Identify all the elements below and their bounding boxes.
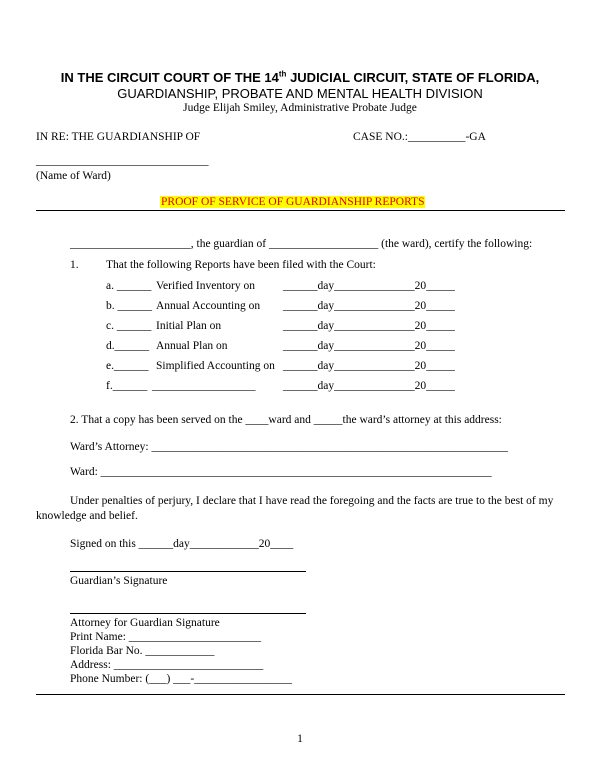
intro-statement: _____________________, the guardian of ___________________ (the ward), certify the following: [70,238,533,250]
report-item-label: Annual Plan on [156,340,228,352]
report-item-label: Annual Accounting on [156,300,261,312]
perjury-statement: Under penalties of perjury, I declare that I have read the foregoing and the facts are true to the best of my [70,495,554,507]
report-item-label: Verified Inventory on [156,280,255,292]
division-heading: GUARDIANSHIP, PROBATE AND MENTAL HEALTH DIVISION [117,86,483,101]
section1-number: 1. [70,259,79,271]
section2-text: 2. That a copy has been served on the ____ward and _____the ward’s attorney at this address: [70,414,502,426]
signed-date-field: Signed on this ______day____________20____ [70,538,294,550]
report-item-label: Initial Plan on [156,320,222,332]
report-item-date: ______day______________20_____ [283,360,455,372]
report-item-label: __________________ [152,380,256,392]
report-item-date: ______day______________20_____ [283,300,455,312]
case-number-field: CASE NO.:__________-GA [353,131,486,143]
report-item-letter: f.______ [106,380,148,392]
in-re-label: IN RE: THE GUARDIANSHIP OF [36,131,201,143]
report-item-date: ______day______________20_____ [283,320,455,332]
address-field: Address: __________________________ [70,659,264,671]
bar-number-field: Florida Bar No. ____________ [70,645,215,657]
title-rule [36,210,565,211]
print-name-field: Print Name: _______________________ [70,631,262,643]
report-item-label: Simplified Accounting on [156,360,275,372]
report-item-date: ______day______________20_____ [283,340,455,352]
report-item-letter: e.______ [106,360,149,372]
footer-rule [36,694,565,695]
report-item-letter: d.______ [106,340,150,352]
attorney-signature-line [70,613,306,614]
phone-field: Phone Number: (___) ___-_________________ [70,673,292,685]
page-number: 1 [297,733,303,745]
ward-attorney-field: Ward’s Attorney: ______________________________________________________________ [70,441,508,453]
report-item-date: ______day______________20_____ [283,380,455,392]
report-item-date: ______day______________20_____ [283,280,455,292]
section1-text: That the following Reports have been filed with the Court: [106,259,376,271]
ward-address-field: Ward: ____________________________________________________________________ [70,466,492,478]
guardian-signature-label: Guardian’s Signature [70,575,168,587]
ward-name-label: (Name of Ward) [36,170,111,182]
judge-heading: Judge Elijah Smiley, Administrative Probate Judge [183,102,417,114]
ward-name-line: ______________________________ [36,155,209,167]
report-item-letter: b. ______ [106,300,152,312]
attorney-signature-label: Attorney for Guardian Signature [70,617,220,629]
report-item-letter: a. ______ [106,280,152,292]
court-heading: IN THE CIRCUIT COURT OF THE 14th JUDICIAL CIRCUIT, STATE OF FLORIDA, [60,69,540,85]
guardian-signature-line [70,571,306,572]
perjury-statement-cont: knowledge and belief. [36,510,138,522]
document-title: PROOF OF SERVICE OF GUARDIANSHIP REPORTS [161,196,425,208]
report-item-letter: c. ______ [106,320,152,332]
